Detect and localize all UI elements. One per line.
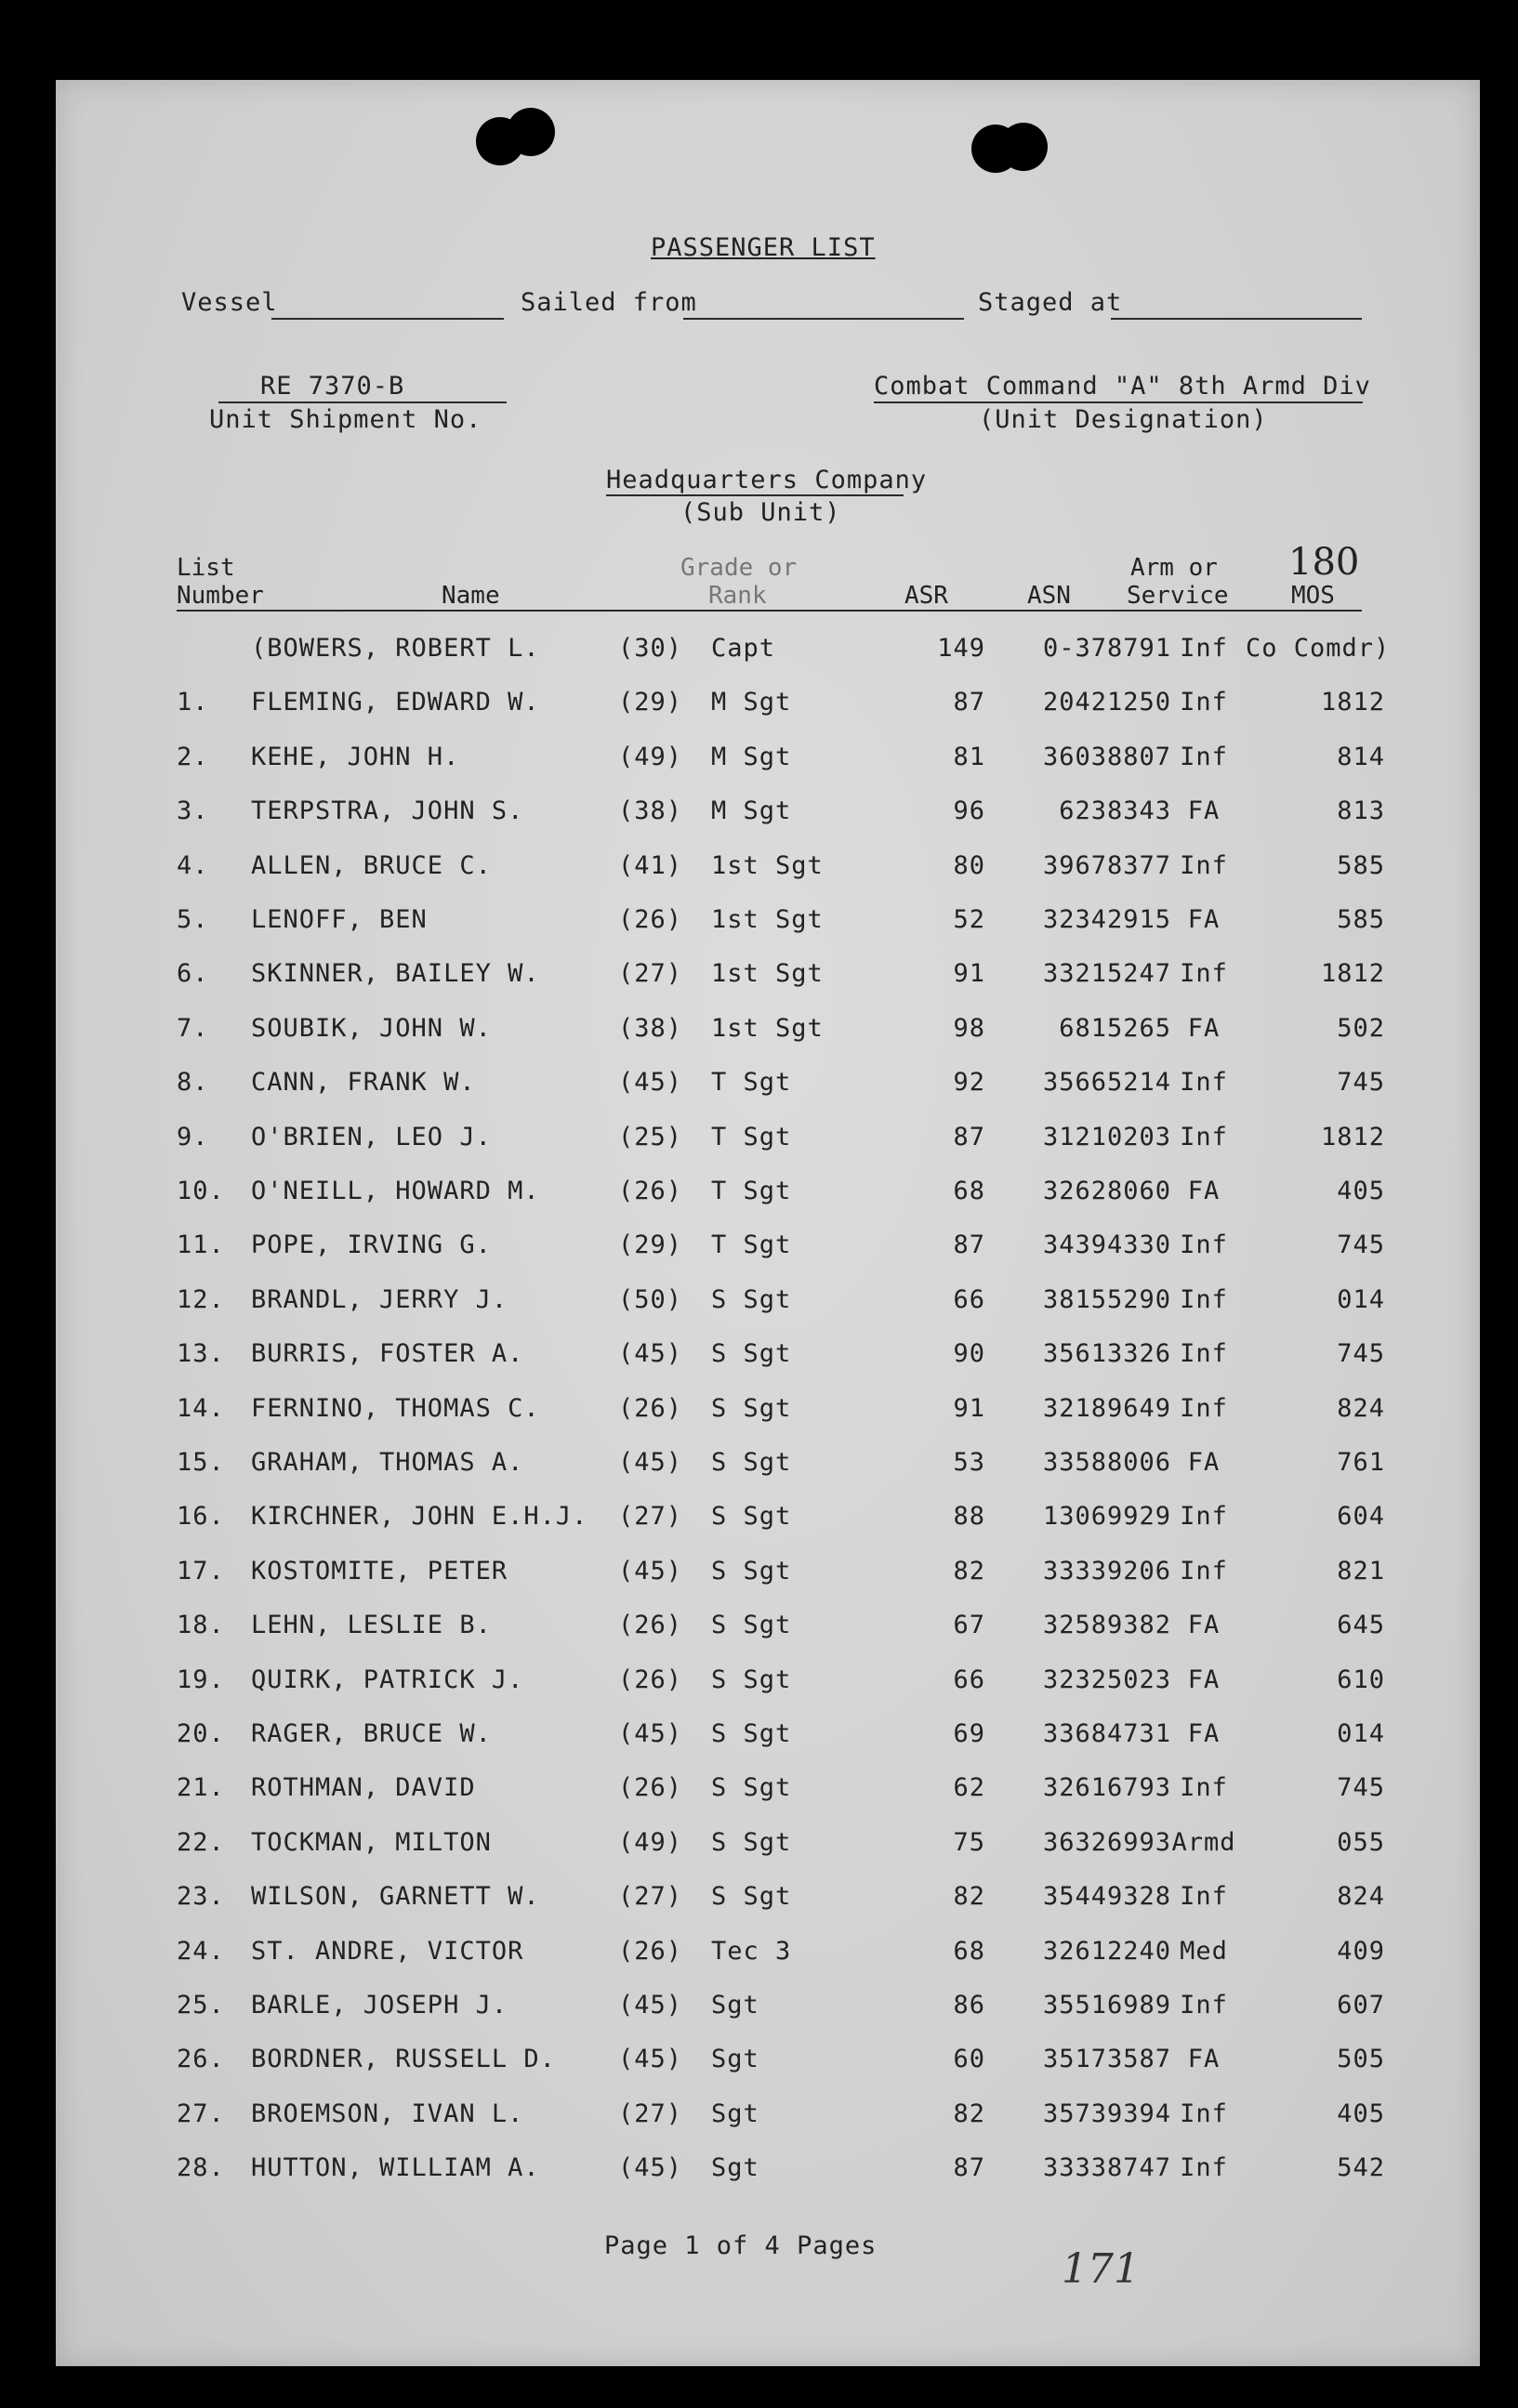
passenger-name: RAGER, BRUCE W. <box>251 1719 492 1748</box>
passenger-grade: Sgt <box>711 2099 759 2128</box>
passenger-asn: 35449328 <box>1042 1882 1171 1911</box>
table-row <box>56 796 1480 834</box>
table-row <box>56 1828 1480 1865</box>
table-row <box>56 1068 1480 1105</box>
passenger-asr: 62 <box>953 1773 985 1802</box>
table-row <box>56 1882 1480 1919</box>
passenger-age: (27) <box>618 2099 683 2128</box>
passenger-asn: 0-378791 <box>1042 634 1171 663</box>
passenger-asn: 36326993 <box>1042 1828 1171 1857</box>
passenger-arm: Inf <box>1180 1394 1228 1423</box>
sub-unit-label: (Sub Unit) <box>680 498 841 527</box>
passenger-asr: 88 <box>953 1502 985 1531</box>
passenger-asn: 35665214 <box>1042 1068 1171 1097</box>
handwritten-number: 171 <box>1062 2245 1140 2293</box>
passenger-asn: 33684731 <box>1042 1719 1171 1748</box>
passenger-mos: 1812 <box>1320 959 1385 988</box>
passenger-arm: Inf <box>1180 2153 1228 2182</box>
passenger-grade: T Sgt <box>711 1068 792 1097</box>
passenger-arm: Inf <box>1180 1773 1228 1802</box>
page-title: PASSENGER LIST <box>651 233 876 262</box>
col-arm-1: Arm or <box>1130 554 1218 582</box>
passenger-name: KOSTOMITE, PETER <box>251 1557 508 1586</box>
unit-designation: Combat Command "A" 8th Armd Div <box>874 372 1371 401</box>
passenger-asn: 34394330 <box>1042 1230 1171 1259</box>
passenger-mos: 813 <box>1337 796 1385 825</box>
passenger-mos: 585 <box>1337 851 1385 880</box>
passenger-grade: M Sgt <box>711 743 792 771</box>
passenger-asr: 82 <box>953 1882 985 1911</box>
punch-hole-right-2 <box>999 123 1048 171</box>
passenger-arm: Inf <box>1180 1339 1228 1368</box>
passenger-grade: S Sgt <box>711 1448 792 1477</box>
row-number: 13. <box>177 1339 225 1368</box>
passenger-mos: 745 <box>1337 1773 1385 1802</box>
passenger-asr: 60 <box>953 2045 985 2073</box>
staged-label: Staged at <box>978 288 1123 317</box>
passenger-asn: 13069929 <box>1042 1502 1171 1531</box>
passenger-arm: FA <box>1187 796 1221 825</box>
passenger-name: LENOFF, BEN <box>251 905 428 934</box>
passenger-asn: 6815265 <box>1059 1014 1171 1043</box>
passenger-arm: Inf <box>1180 1068 1228 1097</box>
passenger-mos: 604 <box>1337 1502 1385 1531</box>
passenger-grade: S Sgt <box>711 1665 792 1694</box>
row-number: 16. <box>177 1502 225 1531</box>
row-number: 26. <box>177 2045 225 2073</box>
row-number: 19. <box>177 1665 225 1694</box>
passenger-mos: 405 <box>1337 1177 1385 1205</box>
unit-designation-underline <box>874 401 1363 403</box>
passenger-arm: FA <box>1187 1665 1221 1694</box>
passenger-mos: 821 <box>1337 1557 1385 1586</box>
table-row <box>56 1937 1480 1974</box>
passenger-grade: S Sgt <box>711 1339 792 1368</box>
page-footer: Page 1 of 4 Pages <box>604 2231 878 2260</box>
passenger-asr: 90 <box>953 1339 985 1368</box>
passenger-asr: 53 <box>953 1448 985 1477</box>
row-number: 5. <box>177 905 209 934</box>
col-asr: ASR <box>904 582 948 610</box>
row-number: 4. <box>177 851 209 880</box>
mos-mark: 180 <box>1288 541 1360 584</box>
passenger-name: POPE, IRVING G. <box>251 1230 492 1259</box>
passenger-mos: 645 <box>1337 1611 1385 1639</box>
passenger-asr: 87 <box>953 688 985 717</box>
passenger-name: HUTTON, WILLIAM A. <box>251 2153 540 2182</box>
vessel-blank <box>271 318 504 320</box>
table-row <box>56 1991 1480 2028</box>
passenger-mos: 502 <box>1337 1014 1385 1043</box>
row-number: 23. <box>177 1882 225 1911</box>
passenger-grade: Capt <box>711 634 776 663</box>
passenger-asr: 87 <box>953 1123 985 1151</box>
passenger-age: (26) <box>618 1773 683 1802</box>
passenger-arm: Inf <box>1180 634 1228 663</box>
passenger-age: (26) <box>618 1394 683 1423</box>
passenger-arm: FA <box>1187 2045 1221 2073</box>
passenger-arm: Inf <box>1180 1285 1228 1314</box>
passenger-age: (45) <box>618 1991 683 2020</box>
passenger-name: (BOWERS, ROBERT L. <box>251 634 540 663</box>
row-number: 15. <box>177 1448 225 1477</box>
passenger-asn: 32342915 <box>1042 905 1171 934</box>
row-number: 18. <box>177 1611 225 1639</box>
sub-unit: Headquarters Company <box>606 466 928 494</box>
passenger-name: BARLE, JOSEPH J. <box>251 1991 508 2020</box>
table-row <box>56 959 1480 996</box>
passenger-grade: S Sgt <box>711 1828 792 1857</box>
passenger-asr: 66 <box>953 1285 985 1314</box>
passenger-grade: S Sgt <box>711 1719 792 1748</box>
passenger-grade: Sgt <box>711 1991 759 2020</box>
document-page <box>56 80 1480 2366</box>
punch-hole-left-2 <box>507 108 555 156</box>
passenger-asr: 98 <box>953 1014 985 1043</box>
passenger-name: ALLEN, BRUCE C. <box>251 851 492 880</box>
passenger-asr: 82 <box>953 2099 985 2128</box>
passenger-arm: Inf <box>1180 1557 1228 1586</box>
passenger-arm: Inf <box>1180 743 1228 771</box>
passenger-mos: 745 <box>1337 1230 1385 1259</box>
passenger-arm: Inf <box>1180 1882 1228 1911</box>
passenger-grade: S Sgt <box>711 1502 792 1531</box>
passenger-grade: S Sgt <box>711 1773 792 1802</box>
row-number: 27. <box>177 2099 225 2128</box>
row-number: 7. <box>177 1014 209 1043</box>
passenger-age: (25) <box>618 1123 683 1151</box>
passenger-mos: 505 <box>1337 2045 1385 2073</box>
shipment-underline <box>218 401 507 403</box>
table-row <box>56 1448 1480 1485</box>
passenger-asn: 36038807 <box>1042 743 1171 771</box>
passenger-arm: Inf <box>1180 959 1228 988</box>
passenger-mos: 761 <box>1337 1448 1385 1477</box>
passenger-name: QUIRK, PATRICK J. <box>251 1665 524 1694</box>
passenger-name: BROEMSON, IVAN L. <box>251 2099 524 2128</box>
passenger-asn: 38155290 <box>1042 1285 1171 1314</box>
passenger-grade: 1st Sgt <box>711 905 824 934</box>
passenger-age: (45) <box>618 1557 683 1586</box>
row-number: 21. <box>177 1773 225 1802</box>
passenger-grade: 1st Sgt <box>711 1014 824 1043</box>
row-number: 20. <box>177 1719 225 1748</box>
table-row <box>56 1719 1480 1757</box>
passenger-name: WILSON, GARNETT W. <box>251 1882 540 1911</box>
table-row <box>56 1502 1480 1539</box>
passenger-mos: 055 <box>1337 1828 1385 1857</box>
vessel-label: Vessel <box>181 288 278 317</box>
row-number: 11. <box>177 1230 225 1259</box>
table-row <box>56 1285 1480 1322</box>
passenger-asn: 33588006 <box>1042 1448 1171 1477</box>
passenger-asr: 67 <box>953 1611 985 1639</box>
passenger-grade: M Sgt <box>711 688 792 717</box>
passenger-asr: 86 <box>953 1991 985 2020</box>
table-row <box>56 1557 1480 1594</box>
passenger-asr: 80 <box>953 851 985 880</box>
passenger-asr: 52 <box>953 905 985 934</box>
col-grade-2: Rank <box>708 582 767 610</box>
passenger-age: (45) <box>618 1448 683 1477</box>
passenger-asr: 81 <box>953 743 985 771</box>
passenger-name: KIRCHNER, JOHN E.H.J. <box>251 1502 588 1531</box>
col-asn: ASN <box>1027 582 1071 610</box>
passenger-name: KEHE, JOHN H. <box>251 743 460 771</box>
passenger-mos: 745 <box>1337 1339 1385 1368</box>
row-number: 3. <box>177 796 209 825</box>
passenger-mos: 814 <box>1337 743 1385 771</box>
passenger-grade: S Sgt <box>711 1394 792 1423</box>
passenger-asr: 87 <box>953 2153 985 2182</box>
passenger-asr: 87 <box>953 1230 985 1259</box>
passenger-age: (41) <box>618 851 683 880</box>
passenger-asn: 33339206 <box>1042 1557 1171 1586</box>
passenger-asr: 66 <box>953 1665 985 1694</box>
passenger-name: BURRIS, FOSTER A. <box>251 1339 524 1368</box>
passenger-name: FERNINO, THOMAS C. <box>251 1394 540 1423</box>
table-row <box>56 1339 1480 1376</box>
passenger-name: TERPSTRA, JOHN S. <box>251 796 524 825</box>
table-row <box>56 1177 1480 1214</box>
col-grade-1: Grade or <box>680 554 798 582</box>
passenger-name: ROTHMAN, DAVID <box>251 1773 476 1802</box>
sailed-label: Sailed from <box>521 288 697 317</box>
passenger-asr: 68 <box>953 1937 985 1966</box>
passenger-age: (45) <box>618 1719 683 1748</box>
passenger-mos: 824 <box>1337 1882 1385 1911</box>
passenger-grade: M Sgt <box>711 796 792 825</box>
passenger-arm: Inf <box>1180 851 1228 880</box>
passenger-asn: 35173587 <box>1042 2045 1171 2073</box>
row-number: 10. <box>177 1177 225 1205</box>
table-row <box>56 634 1480 671</box>
passenger-name: SKINNER, BAILEY W. <box>251 959 540 988</box>
passenger-name: LEHN, LESLIE B. <box>251 1611 492 1639</box>
passenger-asn: 33215247 <box>1042 959 1171 988</box>
passenger-name: GRAHAM, THOMAS A. <box>251 1448 524 1477</box>
passenger-asn: 20421250 <box>1042 688 1171 717</box>
passenger-age: (38) <box>618 796 683 825</box>
passenger-asn: 33338747 <box>1042 2153 1171 2182</box>
sub-unit-underline <box>606 494 904 496</box>
col-arm-2: Service <box>1127 582 1229 610</box>
table-row <box>56 1773 1480 1810</box>
row-number: 6. <box>177 959 209 988</box>
row-number: 8. <box>177 1068 209 1097</box>
passenger-grade: Sgt <box>711 2045 759 2073</box>
passenger-grade: S Sgt <box>711 1882 792 1911</box>
passenger-asn: 32612240 <box>1042 1937 1171 1966</box>
passenger-age: (26) <box>618 1611 683 1639</box>
passenger-asn: 32589382 <box>1042 1611 1171 1639</box>
passenger-grade: T Sgt <box>711 1230 792 1259</box>
passenger-mos: 409 <box>1337 1937 1385 1966</box>
passenger-mos: 745 <box>1337 1068 1385 1097</box>
passenger-name: FLEMING, EDWARD W. <box>251 688 540 717</box>
passenger-asn: 35613326 <box>1042 1339 1171 1368</box>
passenger-age: (29) <box>618 1230 683 1259</box>
passenger-arm: Inf <box>1180 1230 1228 1259</box>
unit-designation-label: (Unit Designation) <box>979 405 1268 434</box>
passenger-asr: 68 <box>953 1177 985 1205</box>
passenger-name: O'BRIEN, LEO J. <box>251 1123 492 1151</box>
shipment-label: Unit Shipment No. <box>209 405 482 434</box>
header-rule <box>177 610 1362 612</box>
passenger-mos: 405 <box>1337 2099 1385 2128</box>
passenger-arm: Inf <box>1180 1123 1228 1151</box>
row-number: 2. <box>177 743 209 771</box>
passenger-age: (50) <box>618 1285 683 1314</box>
passenger-grade: 1st Sgt <box>711 959 824 988</box>
passenger-age: (26) <box>618 1177 683 1205</box>
passenger-age: (27) <box>618 959 683 988</box>
passenger-arm: Med <box>1180 1937 1228 1966</box>
passenger-age: (49) <box>618 1828 683 1857</box>
passenger-arm: Inf <box>1180 1502 1228 1531</box>
passenger-mos: 607 <box>1337 1991 1385 2020</box>
passenger-grade: Sgt <box>711 2153 759 2182</box>
passenger-age: (26) <box>618 1937 683 1966</box>
passenger-asn: 35516989 <box>1042 1991 1171 2020</box>
passenger-asr: 91 <box>953 1394 985 1423</box>
row-number: 17. <box>177 1557 225 1586</box>
passenger-asr: 82 <box>953 1557 985 1586</box>
sailed-blank <box>683 318 964 320</box>
passenger-mos: 585 <box>1337 905 1385 934</box>
table-row <box>56 851 1480 888</box>
col-name: Name <box>442 582 500 610</box>
col-number: Number <box>177 582 264 610</box>
passenger-grade: S Sgt <box>711 1557 792 1586</box>
passenger-mos: 542 <box>1337 2153 1385 2182</box>
passenger-grade: T Sgt <box>711 1123 792 1151</box>
row-number: 9. <box>177 1123 209 1151</box>
passenger-age: (45) <box>618 1068 683 1097</box>
passenger-name: CANN, FRANK W. <box>251 1068 476 1097</box>
passenger-age: (27) <box>618 1882 683 1911</box>
passenger-asn: 39678377 <box>1042 851 1171 880</box>
passenger-age: (45) <box>618 2045 683 2073</box>
passenger-asr: 69 <box>953 1719 985 1748</box>
passenger-arm: FA <box>1187 1719 1221 1748</box>
passenger-mos: 1812 <box>1320 688 1385 717</box>
passenger-grade: S Sgt <box>711 1611 792 1639</box>
passenger-grade: 1st Sgt <box>711 851 824 880</box>
passenger-arm: Armd <box>1171 1828 1236 1857</box>
table-row <box>56 1230 1480 1268</box>
passenger-name: SOUBIK, JOHN W. <box>251 1014 492 1043</box>
passenger-asr: 149 <box>937 634 985 663</box>
table-row <box>56 1123 1480 1160</box>
passenger-arm: FA <box>1187 1448 1221 1477</box>
staged-blank <box>1111 318 1362 320</box>
passenger-mos: Co Comdr) <box>1246 634 1391 663</box>
table-row <box>56 1014 1480 1051</box>
passenger-mos: 014 <box>1337 1285 1385 1314</box>
passenger-age: (29) <box>618 688 683 717</box>
passenger-name: O'NEILL, HOWARD M. <box>251 1177 540 1205</box>
row-number: 28. <box>177 2153 225 2182</box>
table-row <box>56 688 1480 725</box>
passenger-asr: 96 <box>953 796 985 825</box>
passenger-asr: 75 <box>953 1828 985 1857</box>
passenger-mos: 014 <box>1337 1719 1385 1748</box>
passenger-mos: 610 <box>1337 1665 1385 1694</box>
passenger-asn: 31210203 <box>1042 1123 1171 1151</box>
passenger-name: ST. ANDRE, VICTOR <box>251 1937 524 1966</box>
passenger-grade: Tec 3 <box>711 1937 792 1966</box>
passenger-arm: FA <box>1187 1177 1221 1205</box>
passenger-asn: 32616793 <box>1042 1773 1171 1802</box>
passenger-name: BORDNER, RUSSELL D. <box>251 2045 556 2073</box>
table-row <box>56 1665 1480 1703</box>
passenger-arm: FA <box>1187 905 1221 934</box>
passenger-mos: 1812 <box>1320 1123 1385 1151</box>
passenger-arm: Inf <box>1180 688 1228 717</box>
passenger-name: BRANDL, JERRY J. <box>251 1285 508 1314</box>
passenger-name: TOCKMAN, MILTON <box>251 1828 492 1857</box>
passenger-asr: 91 <box>953 959 985 988</box>
passenger-age: (26) <box>618 1665 683 1694</box>
shipment-number: RE 7370-B <box>260 372 405 401</box>
passenger-grade: T Sgt <box>711 1177 792 1205</box>
row-number: 25. <box>177 1991 225 2020</box>
table-row <box>56 743 1480 780</box>
passenger-age: (49) <box>618 743 683 771</box>
row-number: 24. <box>177 1937 225 1966</box>
passenger-arm: Inf <box>1180 1991 1228 2020</box>
passenger-asn: 32189649 <box>1042 1394 1171 1423</box>
table-row <box>56 905 1480 942</box>
passenger-age: (45) <box>618 1339 683 1368</box>
passenger-asn: 32628060 <box>1042 1177 1171 1205</box>
row-number: 14. <box>177 1394 225 1423</box>
passenger-arm: FA <box>1187 1014 1221 1043</box>
passenger-age: (27) <box>618 1502 683 1531</box>
passenger-age: (30) <box>618 634 683 663</box>
table-row <box>56 1611 1480 1648</box>
passenger-grade: S Sgt <box>711 1285 792 1314</box>
row-number: 22. <box>177 1828 225 1857</box>
passenger-asn: 6238343 <box>1059 796 1171 825</box>
passenger-mos: 824 <box>1337 1394 1385 1423</box>
passenger-age: (26) <box>618 905 683 934</box>
table-row <box>56 2153 1480 2191</box>
passenger-asr: 92 <box>953 1068 985 1097</box>
passenger-asn: 32325023 <box>1042 1665 1171 1694</box>
col-list: List <box>177 554 235 582</box>
col-mos: MOS <box>1291 582 1335 610</box>
passenger-age: (45) <box>618 2153 683 2182</box>
table-row <box>56 2045 1480 2082</box>
passenger-arm: FA <box>1187 1611 1221 1639</box>
table-row <box>56 2099 1480 2137</box>
row-number: 12. <box>177 1285 225 1314</box>
passenger-age: (38) <box>618 1014 683 1043</box>
passenger-asn: 35739394 <box>1042 2099 1171 2128</box>
table-row <box>56 1394 1480 1431</box>
row-number: 1. <box>177 688 209 717</box>
passenger-arm: Inf <box>1180 2099 1228 2128</box>
